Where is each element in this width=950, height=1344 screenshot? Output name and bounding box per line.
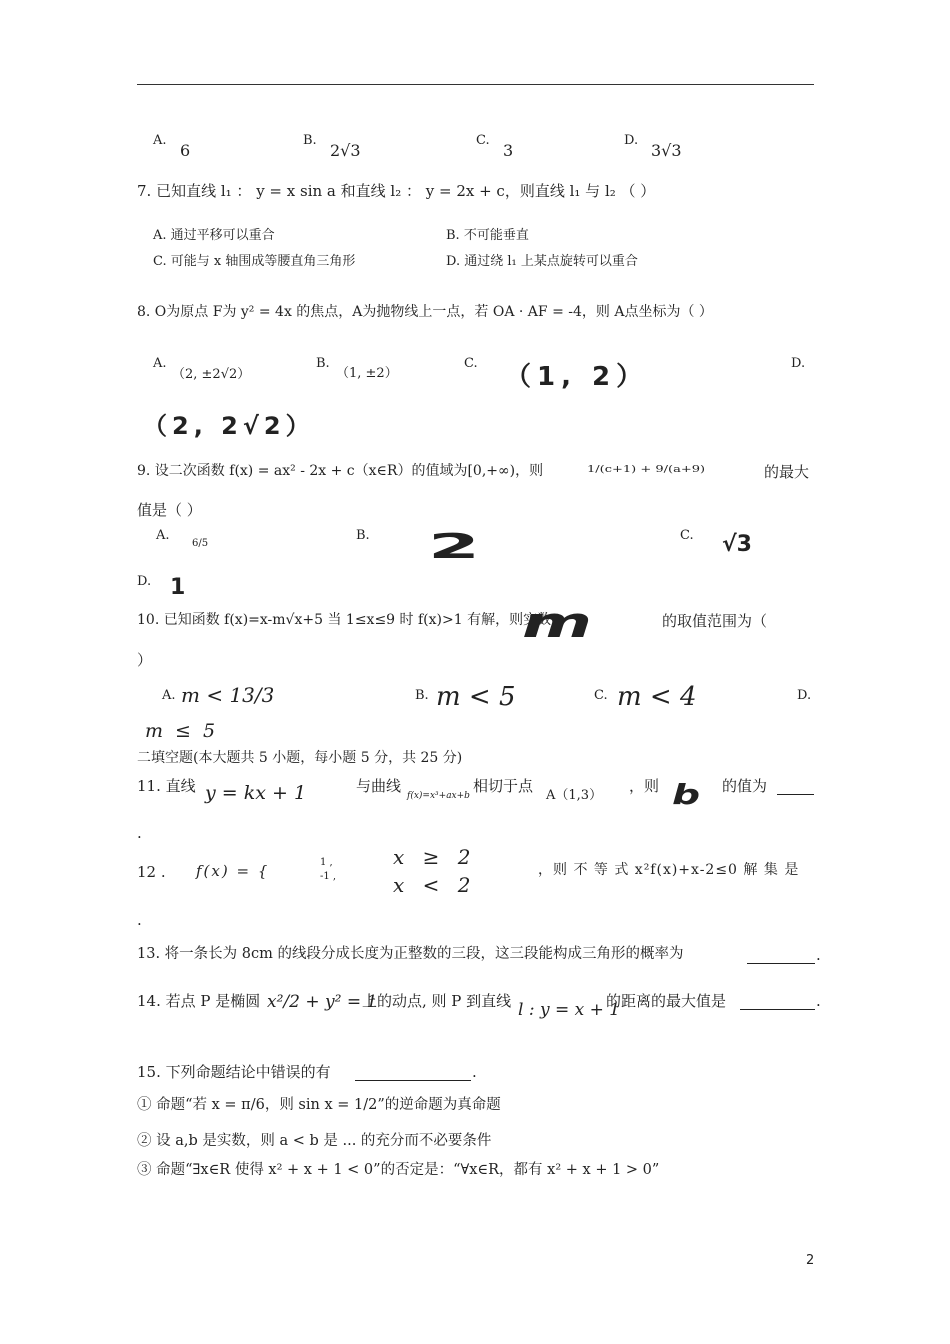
q15-item-3: ③ 命题“∃x∈R 使得 x² + x + 1 < 0”的否定是：“∀x∈R，都有 x² + x + 1 > 0” (137, 1162, 660, 1178)
q8-option-a-label: A. (153, 356, 167, 371)
q8-option-b-value: （1, ±2） (336, 366, 398, 381)
q6-option-c-value: 3 (503, 141, 514, 160)
q9-option-c-label: C. (680, 528, 694, 543)
q10-stem: 10. 已知函数 f(x)=x-m√x+5 当 1≤x≤9 时 f(x)>1 有解，则实数 (137, 612, 552, 628)
q13-stem: 13. 将一条长为 8cm 的线段分成长度为正整数的三段，这三段能构成三角形的概率为 (137, 946, 684, 962)
q10-option-c-label: C. (594, 688, 608, 703)
q12-function: f(x) = { (196, 862, 270, 880)
q11-answer-blank[interactable] (777, 780, 814, 795)
q6-option-d-label: D. (624, 133, 639, 148)
q10-option-a-label: A. (162, 688, 176, 703)
q6-option-b-value: 2√3 (330, 141, 361, 160)
q12-condition1: x ≥ 2 (393, 845, 477, 869)
q15-item-1: ① 命题“若 x = π/6，则 sin x = 1/2”的逆命题为真命题 (137, 1097, 501, 1113)
q15-answer-blank[interactable] (355, 1066, 471, 1081)
section-fill-in-heading: 二填空题(本大题共 5 小题，每小题 5 分，共 25 分) (137, 750, 463, 766)
q8-option-c-label: C. (464, 356, 478, 371)
q11-point: A（1,3） (546, 788, 603, 803)
page-number: 2 (806, 1253, 815, 1268)
q11-end: . (137, 824, 142, 842)
q10-option-c-value: m < 4 (617, 682, 697, 712)
q10-option-d-value: m ≤ 5 (145, 720, 219, 742)
q8-option-c-value: （1, 2） (505, 362, 649, 392)
q7-option-b: B. 不可能垂直 (446, 228, 529, 243)
q14-line: l : y = x + 1 (518, 1000, 621, 1020)
q14-answer-blank[interactable] (740, 995, 815, 1010)
q11-mid2: 相切于点 (473, 777, 534, 795)
q15-stem: 15. 下列命题结论中错误的有 (137, 1063, 331, 1081)
q13-answer-blank[interactable] (747, 949, 815, 964)
q11-tail: 的值为 (722, 777, 768, 795)
q10-option-a-value: m < 13/3 (181, 683, 275, 707)
q9-stem-tail: 的最大 (764, 463, 810, 481)
q9-option-c-value: √3 (722, 532, 752, 557)
q14-ellipse: x²/2 + y² = 1 (267, 992, 378, 1012)
q14-mid: 上的动点, 则 P 到直线 (362, 992, 512, 1010)
q9-stem: 9. 设二次函数 f(x) = ax² - 2x + c（x∈R）的值域为[0,+∞)，则 (137, 463, 544, 479)
q7-option-c: C. 可能与 x 轴围成等腰直角三角形 (153, 254, 356, 269)
header-rule (137, 84, 814, 85)
q10-variable-m: m (522, 598, 593, 647)
q7-option-a: A. 通过平移可以重合 (153, 228, 275, 243)
q8-option-d-label: D. (791, 356, 806, 371)
q8-option-b-label: B. (316, 356, 330, 371)
q7-stem: 7. 已知直线 l₁ ： y = x sin a 和直线 l₂ ： y = 2x + c，则直线 l₁ 与 l₂ （ ） (137, 182, 656, 200)
q8-option-d-value: （2, 2√2） (143, 412, 315, 440)
q9-option-b-label: B. (356, 528, 370, 543)
q12-prefix: 12 . (137, 863, 166, 881)
q11-curve: f(x)=x³+ax+b (407, 791, 470, 801)
q12-branch1: 1 , (320, 857, 333, 868)
q9-expression: 1/(c+1) + 9/(a+9) (587, 464, 706, 475)
q9-option-a-value: 6/5 (192, 538, 209, 549)
q11-mid1: 与曲线 (356, 777, 402, 795)
q10-option-b-value: m < 5 (436, 682, 516, 712)
q14-prefix: 14. 若点 P 是椭圆 (137, 992, 261, 1010)
q11-line-equation: y = kx + 1 (205, 782, 307, 804)
q10-stem-line2: ） (137, 651, 153, 669)
q9-option-b-value: 2 (428, 527, 481, 567)
q6-option-c-label: C. (476, 133, 490, 148)
q10-option-b-label: B. (415, 688, 429, 703)
q14-tail: 的距离的最大值是 (606, 992, 727, 1010)
q12-end: . (137, 911, 142, 929)
q6-option-a-value: 6 (180, 141, 191, 160)
q7-option-d: D. 通过绕 l₁ 上某点旋转可以重合 (446, 254, 638, 269)
q12-branch2: -1 , (320, 871, 337, 882)
q9-option-a-label: A. (156, 528, 170, 543)
q9-option-d-value: 1 (170, 575, 186, 600)
q6-option-a-label: A. (153, 133, 167, 148)
q8-option-a-value: （2, ±2√2） (172, 367, 251, 382)
q11-variable-b: b (672, 778, 701, 811)
q10-option-d-label: D. (797, 688, 812, 703)
q12-condition2: x < 2 (393, 873, 477, 897)
q9-option-d-label: D. (137, 574, 152, 589)
q11-mid3: ，则 (629, 777, 660, 795)
q12-tail: ，则 不 等 式 x²f(x)+x-2≤0 解 集 是 (538, 862, 800, 878)
q15-item-2: ② 设 a,b 是实数，则 a < b 是 ... 的充分而不必要条件 (137, 1133, 492, 1149)
q9-stem-line2: 值是（ ） (137, 501, 202, 519)
q10-stem-tail: 的取值范围为（ (662, 612, 768, 630)
q11-prefix: 11. 直线 (137, 777, 196, 795)
q6-option-b-label: B. (303, 133, 317, 148)
q6-option-d-value: 3√3 (651, 141, 682, 160)
q8-stem: 8. O为原点 F为 y² = 4x 的焦点，A为抛物线上一点，若 OA · AF = -4，则 A点坐标为（ ） (137, 304, 713, 320)
